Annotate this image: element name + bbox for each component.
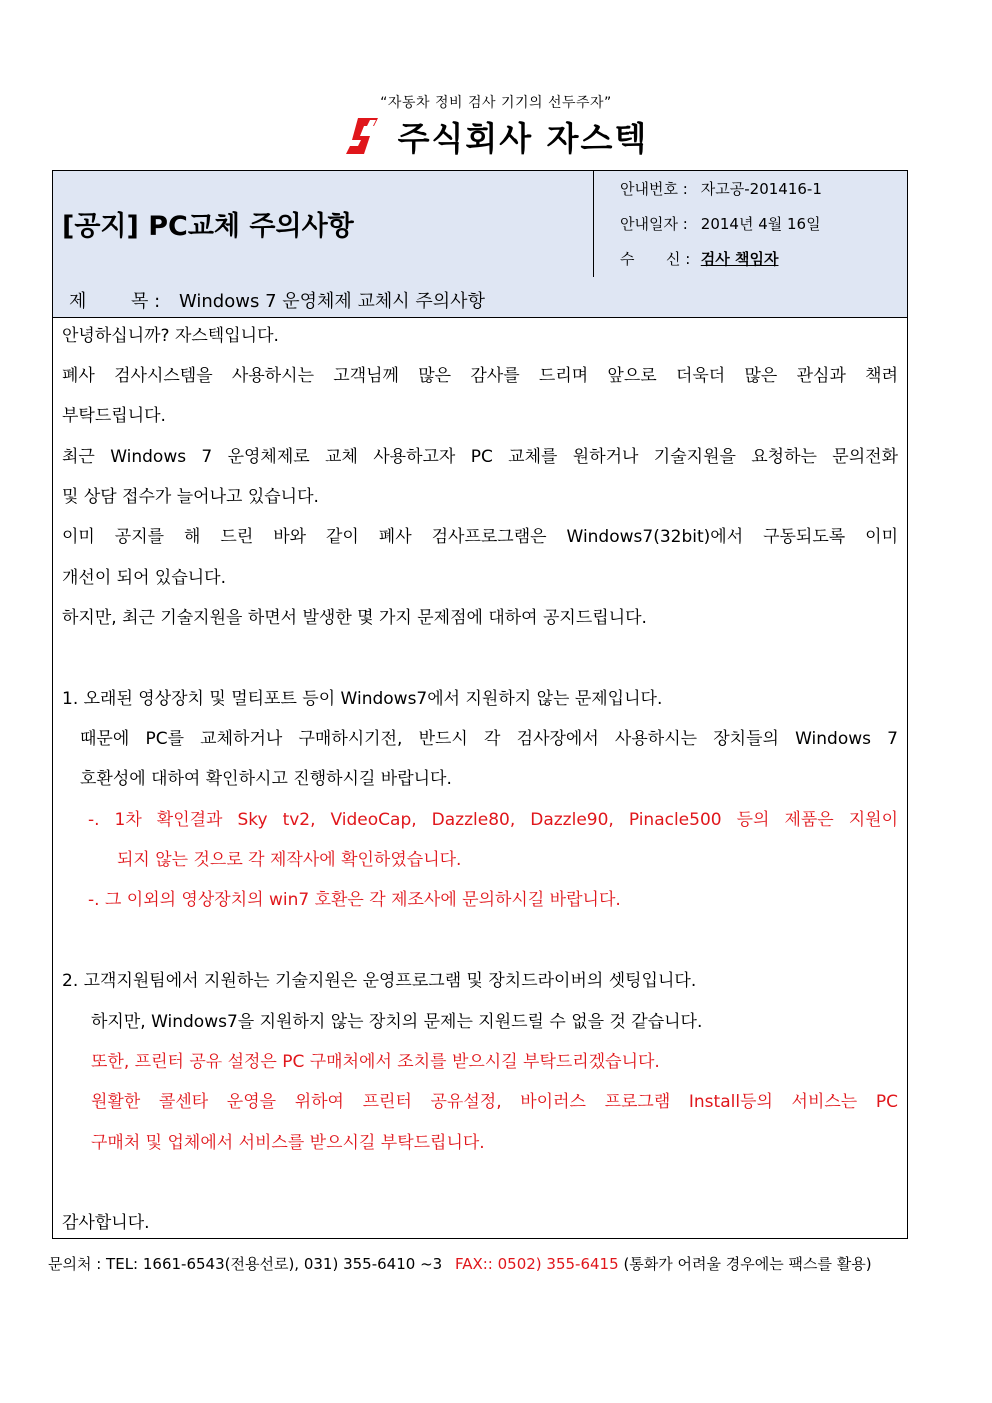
footer-phone: 문의처 : TEL: 1661-6543(전용선로), 031) 355-6410 ~3 <box>48 1255 443 1273</box>
section-1-note-2: -. 그 이외의 영상장치의 win7 호환은 각 제조사에 문의하시길 바랍니다. <box>88 890 621 910</box>
meta-recipient-value: 검사 책임자 <box>700 250 779 268</box>
section-2-note-2-line-2: 구매처 및 업체에서 서비스를 받으시길 부탁드립니다. <box>91 1133 485 1153</box>
section-1-line-2: 호환성에 대하여 확인하시고 진행하시길 바랍니다. <box>80 769 452 789</box>
section-1-note-1-line-2: 되지 않는 것으로 각 제작사에 확인하였습니다. <box>117 850 462 870</box>
notice-meta <box>593 171 908 277</box>
section-2-note-2-line-1: 원활한 콜센타 운영을 위하여 프린터 공유설정, 바이러스 프로그램 Install등의 서비스는 PC <box>91 1092 898 1112</box>
meta-number-label: 안내번호 : <box>620 180 688 198</box>
subject-label-a: 제 <box>69 291 87 312</box>
subject-value: Windows 7 운영체제 교체시 주의사항 <box>179 291 485 312</box>
subject-row <box>53 277 907 318</box>
section-1-note-1-line-1: -. 1차 확인결과 Sky tv2, VideoCap, Dazzle80, Dazzle90, Pinacle500 등의 제품은 지원이 <box>88 810 898 830</box>
meta-number-value: 자고공-201416-1 <box>700 180 822 198</box>
company-name: 주식회사 자스텍 <box>397 118 649 158</box>
section-2-note-1: 또한, 프린터 공유 설정은 PC 구매처에서 조치를 받으시길 부탁드리겠습니다. <box>91 1052 660 1072</box>
footer-contact <box>48 1253 872 1274</box>
meta-recipient-label-b: 신 : <box>666 250 691 268</box>
notice-title: [공지] PC교체 주의사항 <box>62 211 354 242</box>
company-logo-icon <box>344 116 384 156</box>
paragraph-3-line-1: 이미 공지를 해 드린 바와 같이 폐사 검사프로그램은 Windows7(32bit)에서 구동되도록 이미 <box>62 527 898 547</box>
section-1-line-1: 때문에 PC를 교체하거나 구매하시기전, 반드시 각 검사장에서 사용하시는 장치들의 Windows 7 <box>80 729 898 749</box>
notice-header <box>53 171 907 278</box>
meta-recipient-label-a: 수 <box>620 250 635 268</box>
section-2-title: 2. 고객지원팀에서 지원하는 기술지원은 운영프로그램 및 장치드라이버의 셋팅입니다. <box>62 971 697 991</box>
notice-frame <box>52 170 908 1239</box>
paragraph-4: 하지만, 최근 기술지원을 하면서 발생한 몇 가지 문제점에 대하여 공지드립니다. <box>62 608 647 628</box>
paragraph-2-line-2: 및 상담 접수가 늘어나고 있습니다. <box>62 487 319 507</box>
footer-fax: FAX:: 0502) 355-6415 <box>454 1255 619 1273</box>
paragraph-1-line-2: 부탁드립니다. <box>62 406 166 426</box>
footer-note: (통화가 어려울 경우에는 팩스를 활용) <box>623 1255 872 1273</box>
company-header <box>0 114 992 158</box>
closing: 감사합니다. <box>62 1213 150 1233</box>
meta-date-label: 안내일자 : <box>620 215 688 233</box>
paragraph-1-line-1: 폐사 검사시스템을 사용하시는 고객님께 많은 감사를 드리며 앞으로 더욱더 많은 관심과 책려 <box>62 366 898 386</box>
section-1-title: 1. 오래된 영상장치 및 멀티포트 등이 Windows7에서 지원하지 않는 문제입니다. <box>62 689 663 709</box>
meta-number <box>620 179 822 199</box>
section-2-line-1: 하지만, Windows7을 지원하지 않는 장치의 문제는 지원드릴 수 없을 것 같습니다. <box>91 1012 703 1032</box>
paragraph-2-line-1: 최근 Windows 7 운영체제로 교체 사용하고자 PC 교체를 원하거나 기술지원을 요청하는 문의전화 <box>62 447 898 467</box>
paragraph-3-line-2: 개선이 되어 있습니다. <box>62 568 227 588</box>
meta-recipient <box>620 249 778 269</box>
meta-date <box>620 214 821 234</box>
greeting: 안녕하십니까? 자스텍입니다. <box>62 326 279 346</box>
meta-date-value: 2014년 4월 16일 <box>700 215 821 233</box>
company-slogan: “자동차 정비 검사 기기의 선두주자” <box>380 95 612 111</box>
subject-label-b: 목 : <box>131 291 161 312</box>
